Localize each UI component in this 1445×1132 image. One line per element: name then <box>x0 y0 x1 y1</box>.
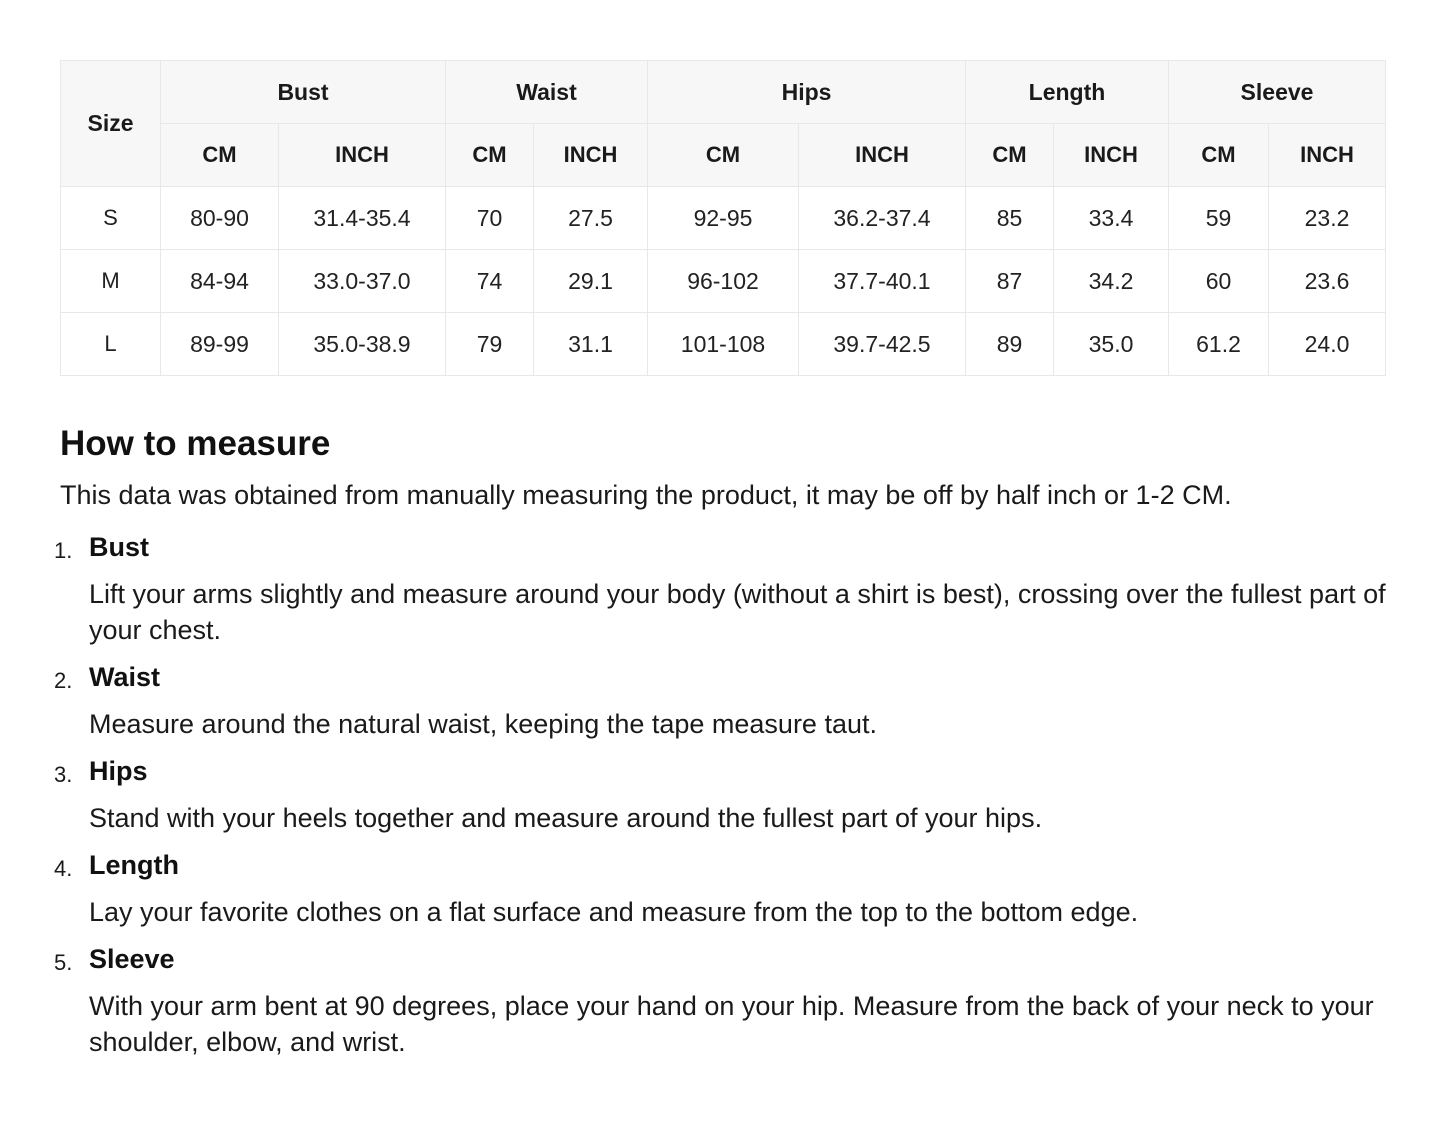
list-item <box>54 942 1390 1060</box>
length-cm-cell: 85 <box>966 187 1054 250</box>
step-description: Measure around the natural waist, keeping the tape measure taut. <box>89 709 877 739</box>
step-description: Stand with your heels together and measure around the fullest part of your hips. <box>89 803 1043 833</box>
size-cell: M <box>61 250 161 313</box>
length-inch-header: INCH <box>1054 124 1169 187</box>
bust-inch-cell: 31.4-35.4 <box>279 187 446 250</box>
list-item <box>54 530 1390 648</box>
bust-inch-cell: 33.0-37.0 <box>279 250 446 313</box>
hips-inch-header: INCH <box>799 124 966 187</box>
sleeve-inch-cell: 23.2 <box>1269 187 1386 250</box>
measure-steps-list <box>54 530 1390 1060</box>
length-inch-cell: 34.2 <box>1054 250 1169 313</box>
list-item <box>54 754 1390 836</box>
list-item <box>54 848 1390 930</box>
size-cell: L <box>61 313 161 376</box>
step-number: 4. <box>54 856 73 881</box>
table-row <box>61 313 1386 376</box>
length-group-header: Length <box>966 61 1169 124</box>
step-number: 2. <box>54 668 73 693</box>
waist-inch-header: INCH <box>534 124 648 187</box>
waist-cm-header: CM <box>446 124 534 187</box>
waist-cm-cell: 74 <box>446 250 534 313</box>
hips-inch-cell: 37.7-40.1 <box>799 250 966 313</box>
hips-cm-header: CM <box>648 124 799 187</box>
list-item <box>54 660 1390 742</box>
sleeve-cm-cell: 60 <box>1169 250 1269 313</box>
section-title: How to measure <box>60 424 331 463</box>
sleeve-cm-cell: 59 <box>1169 187 1269 250</box>
sleeve-inch-cell: 24.0 <box>1269 313 1386 376</box>
sleeve-cm-cell: 61.2 <box>1169 313 1269 376</box>
waist-cm-cell: 79 <box>446 313 534 376</box>
length-cm-cell: 89 <box>966 313 1054 376</box>
waist-inch-cell: 27.5 <box>534 187 648 250</box>
hips-group-header: Hips <box>648 61 966 124</box>
bust-cm-header: CM <box>161 124 279 187</box>
waist-group-header: Waist <box>446 61 648 124</box>
step-title: Length <box>89 850 179 880</box>
length-cm-header: CM <box>966 124 1054 187</box>
step-description: Lift your arms slightly and measure around your body (without a shirt is best), crossing over the fullest part of your chest. <box>89 579 1386 645</box>
step-number: 5. <box>54 950 73 975</box>
table-row <box>61 187 1386 250</box>
bust-inch-cell: 35.0-38.9 <box>279 313 446 376</box>
hips-inch-cell: 36.2-37.4 <box>799 187 966 250</box>
table-header-unit-row <box>61 124 1386 187</box>
step-description: Lay your favorite clothes on a flat surface and measure from the top to the bottom edge. <box>89 897 1139 927</box>
step-number: 3. <box>54 762 73 787</box>
sleeve-group-header: Sleeve <box>1169 61 1386 124</box>
step-title: Hips <box>89 756 148 786</box>
hips-cm-cell: 92-95 <box>648 187 799 250</box>
step-description: With your arm bent at 90 degrees, place your hand on your hip. Measure from the back of your neck to your shoulder, elbow, and wrist. <box>89 991 1374 1057</box>
size-chart-table <box>60 60 1386 376</box>
waist-inch-cell: 31.1 <box>534 313 648 376</box>
intro-text: This data was obtained from manually measuring the product, it may be off by half inch or 1-2 CM. <box>60 480 1232 510</box>
size-column-header: Size <box>61 61 161 187</box>
sleeve-inch-cell: 23.6 <box>1269 250 1386 313</box>
length-cm-cell: 87 <box>966 250 1054 313</box>
how-to-measure-section <box>54 420 1390 1072</box>
bust-inch-header: INCH <box>279 124 446 187</box>
hips-inch-cell: 39.7-42.5 <box>799 313 966 376</box>
table-row <box>61 250 1386 313</box>
waist-inch-cell: 29.1 <box>534 250 648 313</box>
hips-cm-cell: 101-108 <box>648 313 799 376</box>
bust-cm-cell: 89-99 <box>161 313 279 376</box>
step-title: Waist <box>89 662 161 692</box>
waist-cm-cell: 70 <box>446 187 534 250</box>
size-cell: S <box>61 187 161 250</box>
bust-cm-cell: 84-94 <box>161 250 279 313</box>
bust-group-header: Bust <box>161 61 446 124</box>
sleeve-cm-header: CM <box>1169 124 1269 187</box>
length-inch-cell: 33.4 <box>1054 187 1169 250</box>
hips-cm-cell: 96-102 <box>648 250 799 313</box>
step-title: Bust <box>89 532 149 562</box>
step-number: 1. <box>54 538 73 563</box>
bust-cm-cell: 80-90 <box>161 187 279 250</box>
step-title: Sleeve <box>89 944 175 974</box>
table-header-group-row <box>61 61 1386 124</box>
sleeve-inch-header: INCH <box>1269 124 1386 187</box>
length-inch-cell: 35.0 <box>1054 313 1169 376</box>
